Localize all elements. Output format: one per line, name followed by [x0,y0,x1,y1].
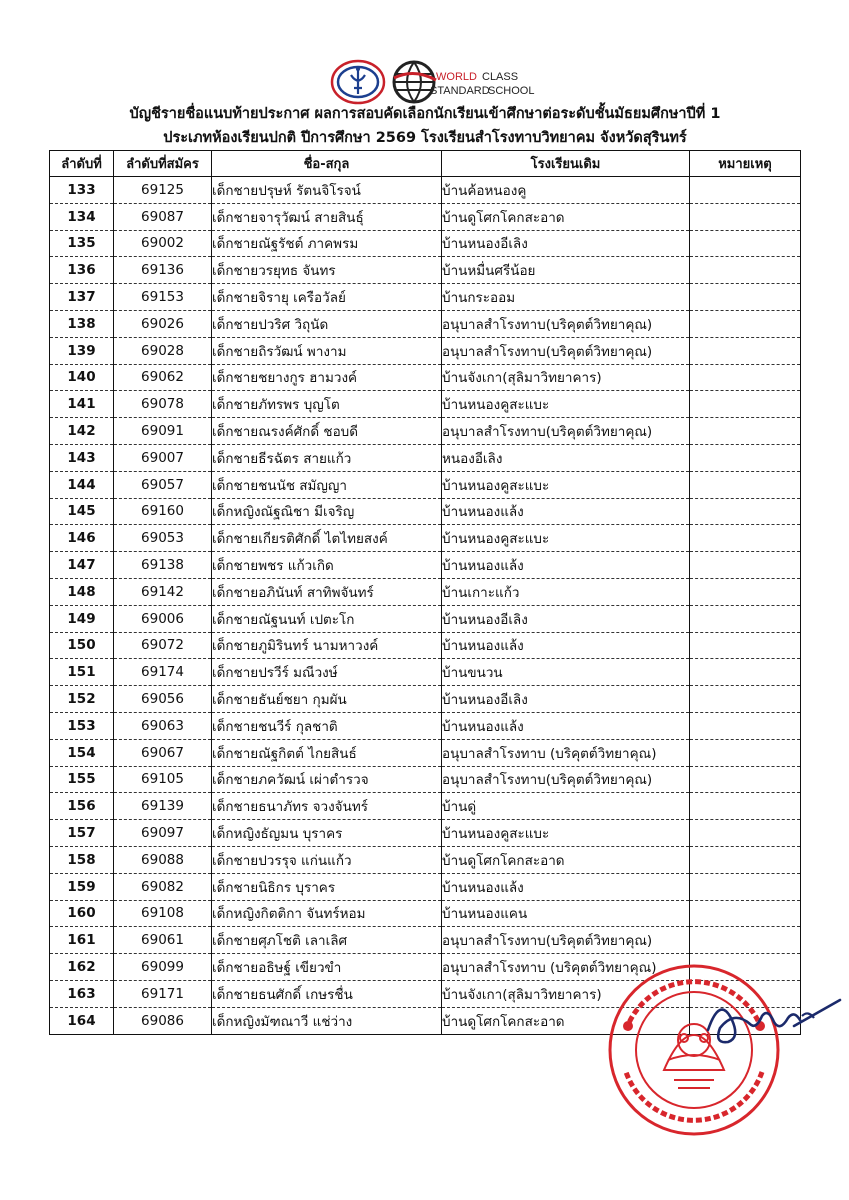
logo-text-class: CLASS [482,71,519,83]
cell-previous-school: บ้านหนองคูสะแบะ [442,391,690,418]
cell-remarks [690,739,801,766]
cell-remarks [690,712,801,739]
cell-application-order: 69007 [114,444,212,471]
cell-order: 154 [50,739,114,766]
column-header-previous-school: โรงเรียนเดิม [442,151,690,177]
cell-order: 135 [50,230,114,257]
cell-order: 142 [50,418,114,445]
cell-full-name: เด็กชายเกียรติศักดิ์ ไตไทยสงค์ [212,525,442,552]
cell-previous-school: บ้านดูโศกโคกสะอาด [442,1007,690,1034]
cell-application-order: 69002 [114,230,212,257]
cell-full-name: เด็กชายปรุษห์ รัตนจิโรจน์ [212,177,442,204]
cell-order: 138 [50,310,114,337]
cell-order: 134 [50,203,114,230]
signature-icon [690,990,849,1050]
cell-remarks [690,927,801,954]
cell-remarks [690,230,801,257]
cell-previous-school: บ้านเกาะแก้ว [442,578,690,605]
cell-previous-school: บ้านหนองแล้ง [442,873,690,900]
table-row [50,605,801,632]
cell-remarks [690,659,801,686]
cell-previous-school: บ้านค้อหนองคู [442,177,690,204]
cell-application-order: 69057 [114,471,212,498]
cell-remarks [690,605,801,632]
cell-remarks [690,552,801,579]
table-row [50,659,801,686]
cell-previous-school: บ้านหนองคูสะแบะ [442,820,690,847]
cell-previous-school: บ้านหนองอีเลิง [442,605,690,632]
cell-full-name: เด็กชายธนศักดิ์ เกษรชื่น [212,980,442,1007]
cell-previous-school: อนุบาลสำโรงทาบ(บริคุตต์วิทยาคุณ) [442,337,690,364]
cell-previous-school: อนุบาลสำโรงทาบ (บริคุตต์วิทยาคุณ) [442,739,690,766]
cell-order: 148 [50,578,114,605]
cell-application-order: 69086 [114,1007,212,1034]
cell-order: 162 [50,954,114,981]
cell-previous-school: อนุบาลสำโรงทาบ(บริคุตต์วิทยาคุณ) [442,766,690,793]
cell-order: 140 [50,364,114,391]
cell-application-order: 69174 [114,659,212,686]
cell-application-order: 69108 [114,900,212,927]
cell-remarks [690,686,801,713]
cell-previous-school: อนุบาลสำโรงทาบ(บริคุตต์วิทยาคุณ) [442,418,690,445]
cell-full-name: เด็กชายอภินันท์ สาทิพจันทร์ [212,578,442,605]
cell-full-name: เด็กหญิงมัฑณาวี แช่ว่าง [212,1007,442,1034]
cell-order: 143 [50,444,114,471]
cell-previous-school: อนุบาลสำโรงทาบ(บริคุตต์วิทยาคุณ) [442,310,690,337]
cell-previous-school: บ้านหมื่นศรีน้อย [442,257,690,284]
cell-order: 155 [50,766,114,793]
cell-remarks [690,418,801,445]
cell-order: 159 [50,873,114,900]
cell-order: 146 [50,525,114,552]
cell-previous-school: บ้านจังเกา(สุลิมาวิทยาคาร) [442,364,690,391]
cell-application-order: 69088 [114,846,212,873]
cell-previous-school: บ้านจังเกา(สุลิมาวิทยาคาร) [442,980,690,1007]
cell-application-order: 69082 [114,873,212,900]
cell-remarks [690,177,801,204]
cell-application-order: 69028 [114,337,212,364]
cell-order: 136 [50,257,114,284]
cell-application-order: 69171 [114,980,212,1007]
cell-application-order: 69062 [114,364,212,391]
cell-order: 152 [50,686,114,713]
school-emblem-icon [330,58,386,106]
cell-full-name: เด็กหญิงกิตติกา จันทร์หอม [212,900,442,927]
cell-full-name: เด็กชายธีรฉัตร สายแก้ว [212,444,442,471]
cell-remarks [690,632,801,659]
cell-remarks [690,444,801,471]
table-row [50,498,801,525]
cell-remarks [690,873,801,900]
cell-full-name: เด็กชายจารุวัฒน์ สายสินธุ์ [212,203,442,230]
cell-remarks [690,391,801,418]
logo-text-standard: STANDARD [430,85,490,97]
cell-full-name: เด็กชายณัฐกิตต์ ไกยสินธ์ [212,739,442,766]
cell-full-name: เด็กชายภัทรพร บุญโต [212,391,442,418]
world-class-logo-icon [390,58,540,106]
table-row [50,257,801,284]
cell-previous-school: บ้านหนองแคน [442,900,690,927]
cell-application-order: 69142 [114,578,212,605]
cell-previous-school: บ้านหนองแล้ง [442,498,690,525]
table-body [50,177,801,1035]
table-row [50,927,801,954]
student-roster-table [49,150,801,1035]
cell-order: 157 [50,820,114,847]
table-row [50,820,801,847]
cell-full-name: เด็กชายถิรวัฒน์ พางาม [212,337,442,364]
cell-full-name: เด็กชายจิรายุ เครือวัลย์ [212,284,442,311]
cell-order: 150 [50,632,114,659]
cell-application-order: 69072 [114,632,212,659]
cell-order: 158 [50,846,114,873]
table-row [50,391,801,418]
cell-full-name: เด็กชายพชร แก้วเกิด [212,552,442,579]
table-row [50,364,801,391]
cell-order: 147 [50,552,114,579]
cell-order: 141 [50,391,114,418]
table-header-row [50,151,801,177]
cell-remarks [690,203,801,230]
table-row [50,177,801,204]
cell-full-name: เด็กชายณรงค์ศักดิ์ ชอบดี [212,418,442,445]
table-row [50,525,801,552]
cell-full-name: เด็กชายณัฐนนท์ เปตะโก [212,605,442,632]
table-row [50,444,801,471]
cell-previous-school: บ้านหนองแล้ง [442,632,690,659]
cell-previous-school: บ้านดู่ [442,793,690,820]
cell-previous-school: อนุบาลสำโรงทาบ (บริคุตต์วิทยาคุณ) [442,954,690,981]
cell-application-order: 69125 [114,177,212,204]
cell-order: 160 [50,900,114,927]
cell-full-name: เด็กชายธนาภัทร จวงจันทร์ [212,793,442,820]
cell-full-name: เด็กชายนิธิกร บุราคร [212,873,442,900]
cell-full-name: เด็กชายชยางกูร ฮามวงค์ [212,364,442,391]
table-row [50,337,801,364]
cell-full-name: เด็กชายอธิษฐ์ เขียวขำ [212,954,442,981]
cell-application-order: 69087 [114,203,212,230]
cell-remarks [690,310,801,337]
cell-full-name: เด็กชายศุภโชติ เลาเลิศ [212,927,442,954]
cell-full-name: เด็กชายปวรรุจ แก่นแก้ว [212,846,442,873]
cell-application-order: 69099 [114,954,212,981]
table-row [50,203,801,230]
cell-previous-school: อนุบาลสำโรงทาบ(บริคุตต์วิทยาคุณ) [442,927,690,954]
cell-order: 139 [50,337,114,364]
cell-full-name: เด็กชายปวริศ วิถุนัด [212,310,442,337]
cell-remarks [690,337,801,364]
column-header-application-order: ลำดับที่สมัคร [114,151,212,177]
cell-previous-school: บ้านดูโศกโคกสะอาด [442,203,690,230]
table-row [50,471,801,498]
table-row [50,632,801,659]
table-row [50,793,801,820]
table-row [50,739,801,766]
cell-full-name: เด็กชายวรยุทธ จันทร [212,257,442,284]
column-header-order: ลำดับที่ [50,151,114,177]
cell-order: 163 [50,980,114,1007]
cell-application-order: 69067 [114,739,212,766]
table-row [50,552,801,579]
header-title-line: บัญชีรายชื่อแนบท้ายประกาศ ผลการสอบคัดเลือกนักเรียนเข้าศึกษาต่อระดับชั้นมัธยมศึกษาปีที่ 1 [129,106,721,122]
cell-full-name: เด็กหญิงธัญมน บุราคร [212,820,442,847]
cell-remarks [690,471,801,498]
cell-application-order: 69056 [114,686,212,713]
column-header-full-name: ชื่อ-สกุล [212,151,442,177]
table-row [50,846,801,873]
cell-full-name: เด็กชายชนวีร์ กุลชาติ [212,712,442,739]
table-row [50,578,801,605]
document-header [40,102,810,150]
cell-remarks [690,257,801,284]
table-row [50,712,801,739]
cell-application-order: 69105 [114,766,212,793]
cell-order: 144 [50,471,114,498]
logo-text-school: SCHOOL [488,85,535,97]
cell-full-name: เด็กชายธันย์ชยา กุมผัน [212,686,442,713]
cell-order: 153 [50,712,114,739]
cell-full-name: เด็กหญิงณัฐณิชา มีเจริญ [212,498,442,525]
cell-order: 156 [50,793,114,820]
cell-order: 137 [50,284,114,311]
table-row [50,686,801,713]
table-row [50,230,801,257]
table-row [50,766,801,793]
cell-previous-school: บ้านหนองแล้ง [442,552,690,579]
header-logos [330,58,540,106]
cell-order: 164 [50,1007,114,1034]
cell-remarks [690,846,801,873]
cell-remarks [690,793,801,820]
cell-remarks [690,578,801,605]
cell-order: 151 [50,659,114,686]
cell-order: 149 [50,605,114,632]
cell-remarks [690,284,801,311]
cell-previous-school: บ้านหนองแล้ง [442,712,690,739]
cell-application-order: 69091 [114,418,212,445]
table-row [50,900,801,927]
logo-text-world: WORLD [436,71,477,83]
official-stamp-icon [604,960,784,1140]
cell-application-order: 69139 [114,793,212,820]
cell-remarks [690,525,801,552]
cell-application-order: 69053 [114,525,212,552]
cell-application-order: 69153 [114,284,212,311]
cell-previous-school: บ้านหนองอีเลิง [442,230,690,257]
table-row [50,873,801,900]
cell-previous-school: บ้านหนองอีเลิง [442,686,690,713]
cell-application-order: 69138 [114,552,212,579]
cell-application-order: 69136 [114,257,212,284]
cell-remarks [690,900,801,927]
cell-application-order: 69006 [114,605,212,632]
table-row [50,418,801,445]
cell-full-name: เด็กชายปรวีร์ มณีวงษ์ [212,659,442,686]
cell-previous-school: บ้านหนองคูสะแบะ [442,471,690,498]
cell-previous-school: บ้านกระออม [442,284,690,311]
cell-previous-school: บ้านขนวน [442,659,690,686]
cell-application-order: 69026 [114,310,212,337]
cell-application-order: 69078 [114,391,212,418]
cell-full-name: เด็กชายภควัฒน์ เผ่าตำรวจ [212,766,442,793]
cell-remarks [690,364,801,391]
cell-full-name: เด็กชายชนนัช สมัญญา [212,471,442,498]
cell-order: 133 [50,177,114,204]
cell-application-order: 69061 [114,927,212,954]
cell-previous-school: บ้านดูโศกโคกสะอาด [442,846,690,873]
cell-remarks [690,820,801,847]
cell-remarks [690,498,801,525]
cell-order: 145 [50,498,114,525]
table-row [50,310,801,337]
cell-remarks [690,766,801,793]
cell-full-name: เด็กชายภูมิรินทร์ นามหาวงค์ [212,632,442,659]
column-header-remarks: หมายเหตุ [690,151,801,177]
header-subtitle-line: ประเภทห้องเรียนปกติ ปีการศึกษา 2569 โรงเรียนสำโรงทาบวิทยาคม จังหวัดสุรินทร์ [163,130,687,146]
cell-application-order: 69097 [114,820,212,847]
cell-application-order: 69063 [114,712,212,739]
cell-application-order: 69160 [114,498,212,525]
cell-previous-school: บ้านหนองคูสะแบะ [442,525,690,552]
cell-full-name: เด็กชายณัฐรัชต์ ภาคพรม [212,230,442,257]
table-row [50,284,801,311]
cell-order: 161 [50,927,114,954]
cell-previous-school: หนองอีเลิง [442,444,690,471]
